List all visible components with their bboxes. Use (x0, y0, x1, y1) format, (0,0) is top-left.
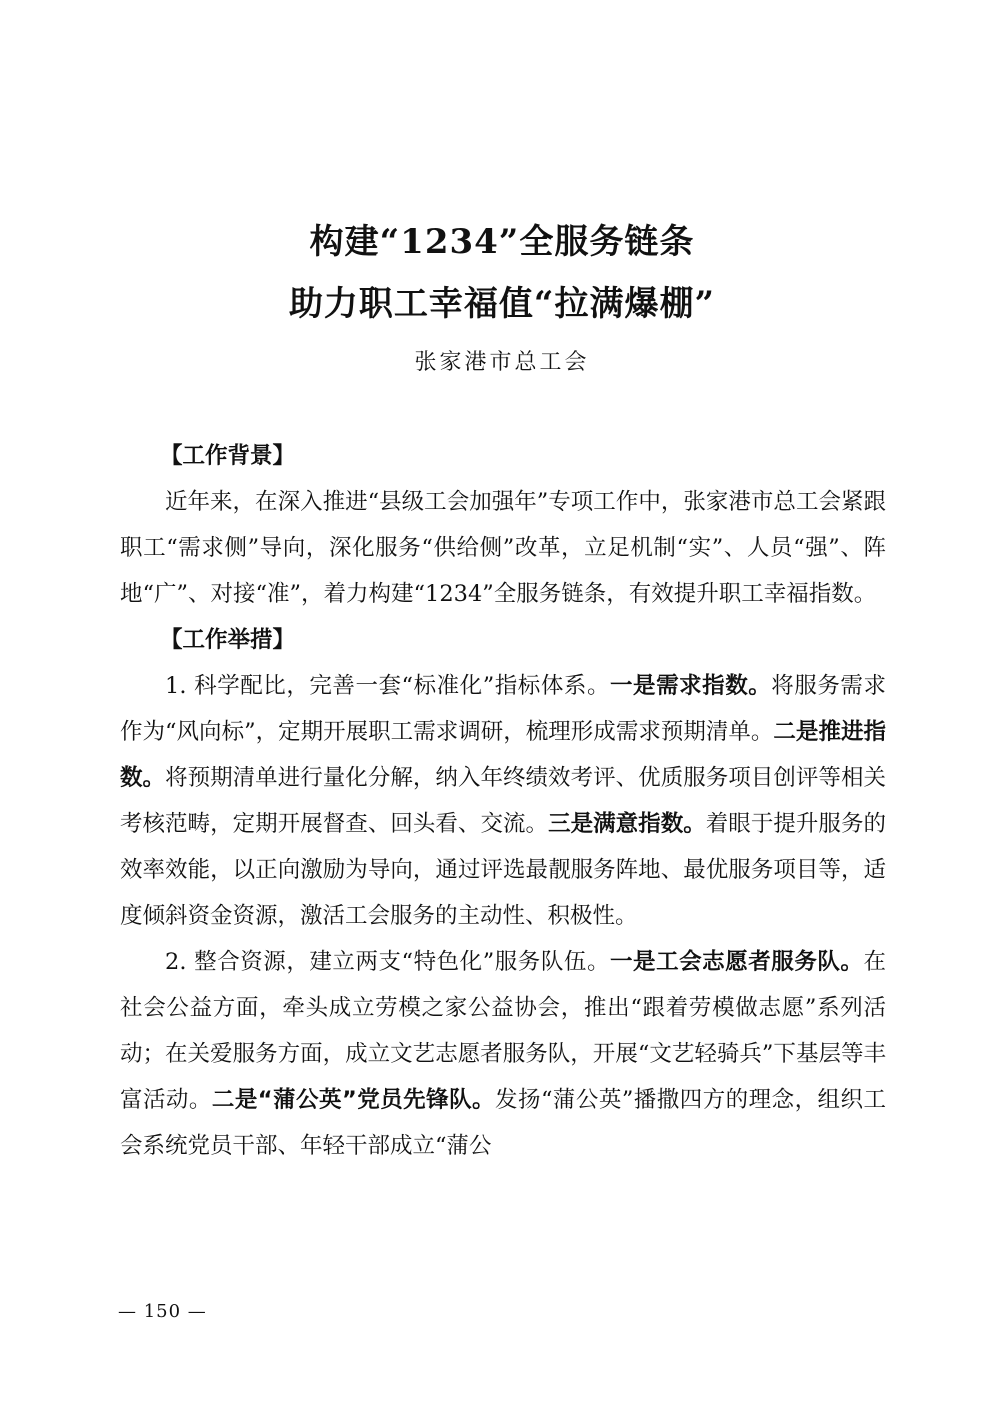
section-heading-measures: 【工作举措】 (160, 627, 296, 653)
author: 张家港市总工会 (414, 350, 590, 375)
item2-text-2: 发扬“蒲公英”播撒四方的理念，组织工会系统党员干部、年轻干部成立“蒲公 (120, 1087, 886, 1159)
background-paragraph: 近年来，在深入推进“县级工会加强年”专项工作中，张家港市总工会紧跟职工“需求侧”导向，深化服务“供给侧”改革，立足机制“实”、人员“强”、阵地“广”、对接“准”，着力构建“1234”全服务链条，有效提升职工幸福指数。 (120, 489, 886, 607)
item1-lead: 1. 科学配比，完善一套“标准化”指标体系。 (165, 673, 610, 699)
page-number: — 150 — (118, 1301, 207, 1322)
body-text (120, 433, 886, 1169)
item2-bold-2: 二是“蒲公英”党员先锋队。 (211, 1087, 496, 1113)
title-line-1: 构建“1234”全服务链条 (309, 222, 695, 262)
item2-bold-1: 一是工会志愿者服务队。 (609, 949, 864, 975)
measure-item-2 (120, 939, 886, 1169)
section-heading-background: 【工作背景】 (160, 443, 296, 469)
item1-text-1: 将服务需求作为“风向标”，定期开展职工需求调研，梳理形成需求预期清单。 (120, 673, 886, 745)
measure-item-1 (120, 663, 886, 939)
item2-lead: 2. 整合资源，建立两支“特色化”服务队伍。 (165, 949, 610, 975)
item1-bold-3: 三是满意指数。 (548, 811, 706, 837)
item1-text-3: 着眼于提升服务的效率效能，以正向激励为导向，通过评选最靓服务阵地、最优服务项目等，适度倾斜资金资源，激活工会服务的主动性、积极性。 (120, 811, 886, 929)
item1-bold-2: 二是推进指数。 (120, 719, 886, 791)
item1-bold-1: 一是需求指数。 (609, 673, 772, 699)
title-line-2: 助力职工幸福值“拉满爆棚” (288, 284, 716, 324)
item2-text-1: 在社会公益方面，牵头成立劳模之家公益协会，推出“跟着劳模做志愿”系列活动；在关爱服务方面，成立文艺志愿者服务队，开展“文艺轻骑兵”下基层等丰富活动。 (120, 949, 886, 1113)
item1-text-2: 将预期清单进行量化分解，纳入年终绩效考评、优质服务项目创评等相关考核范畴，定期开展督查、回头看、交流。 (120, 765, 886, 837)
